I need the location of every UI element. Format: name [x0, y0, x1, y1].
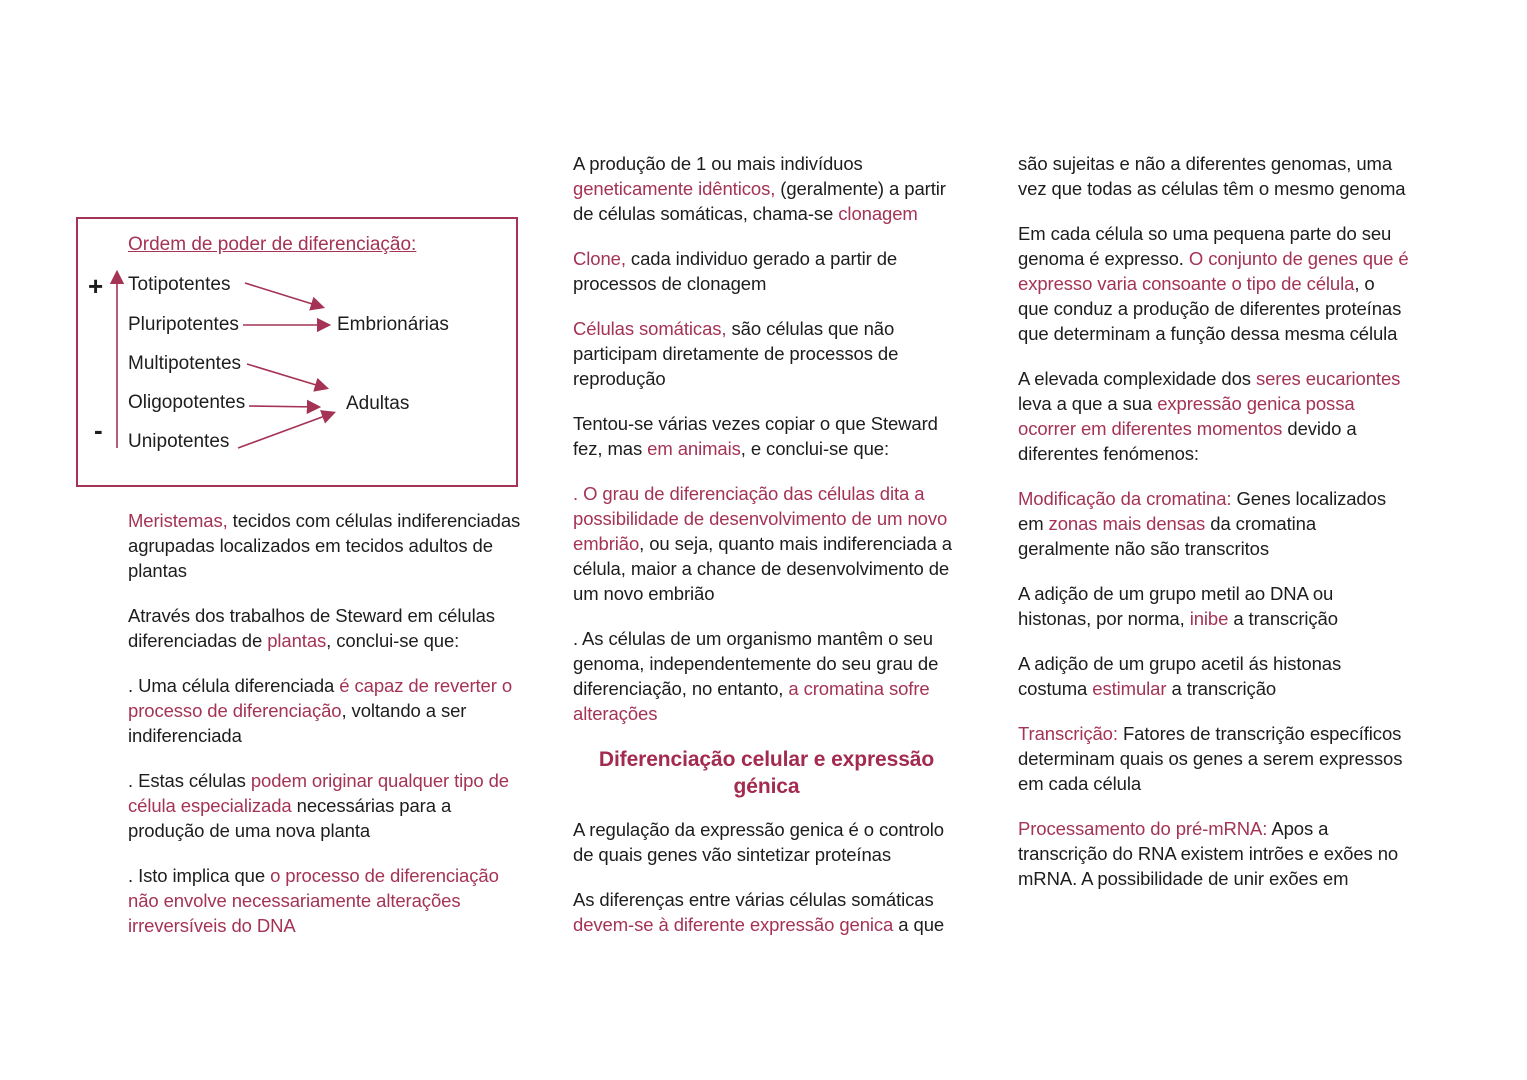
- text-run: A adição de um grupo acetil ás histonas costuma: [1018, 653, 1342, 699]
- text-run: As diferenças entre várias células somáticas: [573, 889, 934, 910]
- paragraph: [573, 626, 960, 726]
- text-run: Genes localizados em: [1018, 488, 1386, 534]
- text-run-emphasis: devem-se à diferente expressão genica: [573, 914, 894, 935]
- text-run: , conclui-se que:: [326, 630, 460, 651]
- paragraph: [1018, 651, 1410, 701]
- text-run: Tentou-se várias vezes copiar o que Steward fez, mas: [573, 413, 938, 459]
- paragraph: [573, 246, 960, 296]
- text-run: Apos a transcrição do RNA existem intrões e exões no mRNA. A possibilidade de unir exões em: [1018, 818, 1399, 889]
- text-run: a que: [893, 914, 945, 935]
- text-run-emphasis: inibe: [1189, 608, 1229, 629]
- section-heading: Diferenciação celular e expressão génica: [598, 748, 935, 798]
- paragraph: [1018, 816, 1410, 891]
- text-run: necessárias para a produção de uma nova planta: [128, 795, 452, 841]
- text-run: Fatores de transcrição específicos determinam quais os genes a serem expressos em cada célula: [1018, 723, 1403, 794]
- text-run-emphasis: estimular: [1092, 678, 1167, 699]
- text-run: Através dos trabalhos de Steward em células diferenciadas de: [128, 605, 495, 651]
- text-run: a transcrição: [1166, 678, 1277, 699]
- diagram-target-embrionarias: Embrionárias: [337, 314, 449, 335]
- text-run-emphasis: . O grau de diferenciação das células dita a possibilidade de desenvolvimento de um novo embrião: [573, 483, 948, 554]
- text-run: A elevada complexidade dos: [1018, 368, 1256, 389]
- diagram-title: Ordem de poder de diferenciação:: [128, 234, 417, 255]
- arrow-totipotentes-embrionarias: [245, 283, 322, 307]
- paragraph: [1018, 151, 1410, 201]
- paragraph: [128, 508, 528, 583]
- text-run-emphasis: é capaz de reverter o processo de diferenciação: [128, 675, 513, 721]
- text-run: leva a que a sua: [1018, 393, 1158, 414]
- paragraph: [573, 887, 960, 937]
- paragraph: [1018, 486, 1410, 561]
- text-run: Em cada célula so uma pequena parte do seu genoma é expresso.: [1018, 223, 1392, 269]
- text-run: . Isto implica que: [128, 865, 271, 886]
- text-run: A adição de um grupo metil ao DNA ou histonas, por norma,: [1018, 583, 1334, 629]
- text-run-emphasis: seres eucariontes: [1255, 368, 1401, 389]
- text-run-emphasis: Modificação da cromatina:: [1018, 488, 1232, 509]
- text-run: A produção de 1 ou mais indivíduos: [573, 153, 863, 174]
- arrow-unipotentes-adultas: [238, 413, 333, 448]
- diagram-item-totipotentes: Totipotentes: [128, 274, 231, 295]
- paragraph: [128, 673, 528, 748]
- text-run-emphasis: O conjunto de genes que é expresso varia consoante o tipo de célula: [1018, 248, 1409, 294]
- paragraph: [573, 817, 960, 867]
- text-run-emphasis: em animais: [647, 438, 741, 459]
- text-run: . As células de um organismo mantêm o seu genoma, independentemente do seu grau de diferenciação, no entanto,: [573, 628, 939, 699]
- text-run-emphasis: Transcrição:: [1018, 723, 1118, 744]
- paragraph: [1018, 366, 1410, 466]
- paragraph: [128, 603, 528, 653]
- diagram-item-pluripotentes: Pluripotentes: [128, 314, 239, 335]
- text-run-emphasis: a cromatina sofre alterações: [573, 678, 930, 724]
- text-run-emphasis: clonagem: [838, 203, 918, 224]
- paragraph: [573, 151, 960, 226]
- text-run: tecidos com células indiferenciadas agrupadas localizados em tecidos adultos de plantas: [128, 510, 521, 581]
- text-run: são células que não participam diretamente de processos de reprodução: [573, 318, 899, 389]
- text-run: cada individuo gerado a partir de processos de clonagem: [573, 248, 898, 294]
- diagram-item-multipotentes: Multipotentes: [128, 353, 242, 374]
- differentiation-diagram: [76, 217, 518, 487]
- arrow-multipotentes-adultas: [247, 364, 326, 388]
- column-middle: [573, 151, 960, 957]
- text-run: , o que conduz a produção de diferentes proteínas que determinam a função dessa mesma célula: [1018, 273, 1402, 344]
- text-run-emphasis: plantas: [267, 630, 327, 651]
- diagram-item-oligopotentes: Oligopotentes: [128, 392, 246, 413]
- paragraph: [128, 768, 528, 843]
- paragraph: [128, 863, 528, 938]
- text-run: da cromatina geralmente não são transcritos: [1018, 513, 1317, 559]
- minus-sign: -: [94, 415, 103, 445]
- text-run-emphasis: Clone,: [573, 248, 626, 269]
- text-run: devido a diferentes fenómenos:: [1018, 418, 1357, 464]
- text-run-emphasis: o processo de diferenciação não envolve necessariamente alterações irreversíveis do DNA: [128, 865, 499, 936]
- text-run: , e conclui-se que:: [740, 438, 889, 459]
- text-run-emphasis: zonas mais densas: [1048, 513, 1206, 534]
- paragraph: [573, 411, 960, 461]
- text-run: , ou seja, quanto mais indiferenciada a célula, maior a chance de desenvolvimento de um novo embrião: [573, 533, 952, 604]
- text-run-emphasis: Meristemas,: [128, 510, 228, 531]
- text-run: (geralmente) a partir de células somáticas, chama-se: [573, 178, 946, 224]
- text-run-emphasis: geneticamente idênticos,: [573, 178, 776, 199]
- text-run-emphasis: Processamento do pré-mRNA:: [1018, 818, 1268, 839]
- paragraph: [1018, 721, 1410, 796]
- text-run: , voltando a ser indiferenciada: [128, 700, 467, 746]
- text-run-emphasis: podem originar qualquer tipo de célula especializada: [128, 770, 509, 816]
- column-right: [1018, 151, 1410, 911]
- text-run-emphasis: Células somáticas,: [573, 318, 727, 339]
- paragraph: [1018, 581, 1410, 631]
- text-run: a transcrição: [1228, 608, 1338, 629]
- text-run: . Estas células: [128, 770, 251, 791]
- plus-sign: +: [88, 271, 104, 301]
- text-run: . Uma célula diferenciada: [128, 675, 340, 696]
- paragraph: [1018, 221, 1410, 346]
- text-run: são sujeitas e não a diferentes genomas, uma vez que todas as células têm o mesmo genoma: [1018, 153, 1406, 199]
- diagram-item-unipotentes: Unipotentes: [128, 431, 230, 452]
- text-run: A regulação da expressão genica é o controlo de quais genes vão sintetizar proteínas: [573, 819, 944, 865]
- paragraph: [573, 481, 960, 606]
- paragraph: [573, 316, 960, 391]
- diagram-target-adultas: Adultas: [346, 393, 410, 414]
- column-left: [128, 508, 528, 958]
- arrow-oligopotentes-adultas: [249, 406, 318, 407]
- text-run-emphasis: expressão genica possa ocorrer em diferentes momentos: [1018, 393, 1355, 439]
